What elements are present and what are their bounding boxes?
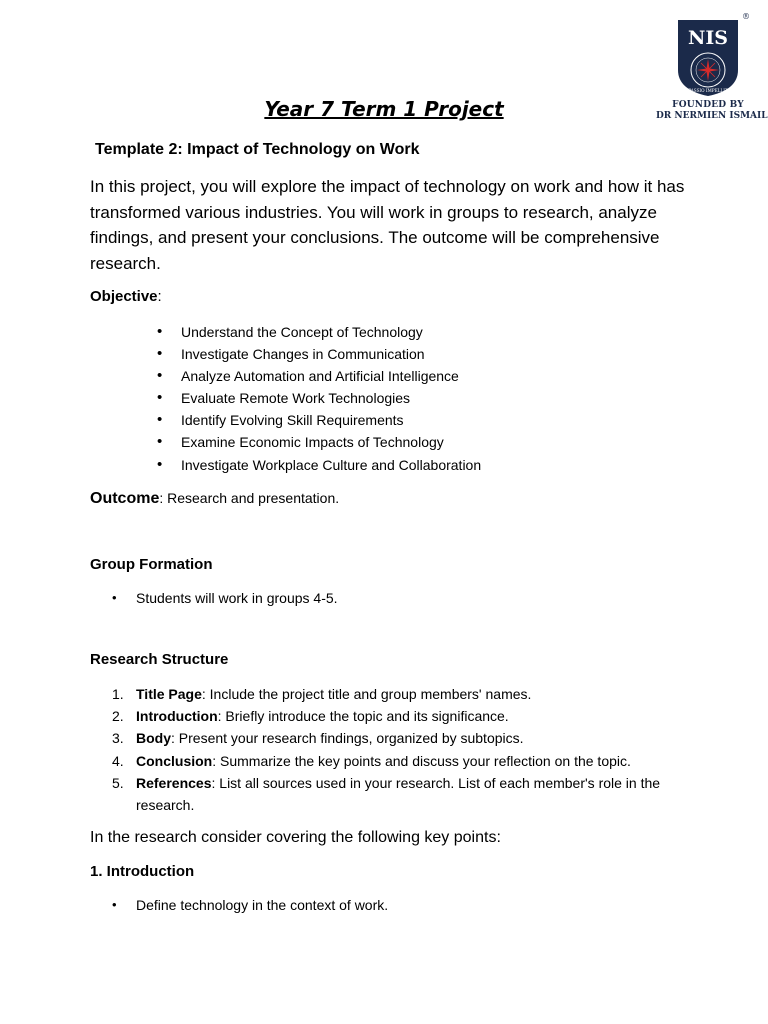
group-formation-heading: Group Formation: [90, 556, 213, 573]
list-term: Body: [136, 730, 171, 747]
founder-name: DR NERMIEN ISMAIL: [656, 111, 768, 121]
list-item: [112, 772, 676, 816]
list-text: : Briefly introduce the topic and its significance.: [217, 708, 509, 725]
research-structure-heading: Research Structure: [90, 651, 229, 668]
nis-shield-logo-icon: [676, 18, 740, 98]
list-item: • Students will work in groups 4-5.: [136, 587, 338, 609]
template-subtitle: Template 2: Impact of Technology on Work: [95, 141, 420, 158]
objective-heading-text: Objective: [90, 288, 158, 305]
list-item: [112, 750, 676, 772]
list-number: 3.: [112, 730, 124, 747]
outcome-heading: Outcome: [90, 490, 160, 507]
list-item: • Examine Economic Impacts of Technology: [181, 431, 481, 453]
list-item: • Identify Evolving Skill Requirements: [181, 409, 481, 431]
list-text: : Present your research findings, organized by subtopics.: [171, 730, 524, 747]
list-text: : Include the project title and group members' names.: [201, 686, 532, 702]
introduction-heading: 1. Introduction: [90, 863, 195, 880]
list-item: • Evaluate Remote Work Technologies: [181, 387, 481, 409]
intro-paragraph: In this project, you will explore the impact of technology on work and how it has transformed various industries. You will work in groups to research, analyze findings, and present your conclusions. The outcome will be comprehensive research.: [90, 177, 685, 273]
list-term: Title Page: [136, 686, 202, 702]
objective-colon: :: [157, 288, 162, 305]
list-item: [112, 683, 676, 705]
list-item: • Analyze Automation and Artificial Intelligence: [181, 365, 481, 387]
list-text: : Summarize the key points and discuss your reflection on the topic.: [212, 752, 631, 769]
list-number: 1.: [112, 686, 124, 702]
founded-by-label: FOUNDED BY: [672, 100, 744, 110]
list-item: [112, 705, 676, 727]
registered-mark: ®: [742, 12, 750, 21]
list-item: • Define technology in the context of work.: [136, 894, 388, 916]
list-item: [112, 727, 676, 749]
research-structure-list: [112, 683, 676, 816]
objective-heading: [90, 287, 162, 307]
objective-list: [181, 321, 481, 476]
outcome-text: : Research and presentation.: [159, 490, 340, 506]
key-points-intro: In the research consider covering the following key points:: [90, 829, 501, 846]
introduction-list: [136, 894, 388, 916]
list-number: 5.: [112, 774, 124, 791]
list-item: • Investigate Workplace Culture and Collaboration: [181, 454, 481, 476]
group-formation-list: [136, 587, 338, 609]
list-item: • Investigate Changes in Communication: [181, 343, 481, 365]
logo-abbr: NIS: [688, 27, 728, 49]
list-number: 4.: [112, 752, 124, 769]
outcome-line: [90, 487, 339, 510]
list-number: 2.: [112, 708, 124, 725]
page-title: Year 7 Term 1 Project: [264, 97, 504, 121]
list-term: Introduction: [136, 708, 218, 725]
list-text: : List all sources used in your research. List of each member's role in the research.: [136, 774, 661, 814]
list-item: • Understand the Concept of Technology: [181, 321, 481, 343]
list-term: References: [136, 774, 212, 791]
list-term: Conclusion: [136, 752, 213, 769]
logo-motto: PASSIO IMPELLIT: [688, 88, 728, 93]
